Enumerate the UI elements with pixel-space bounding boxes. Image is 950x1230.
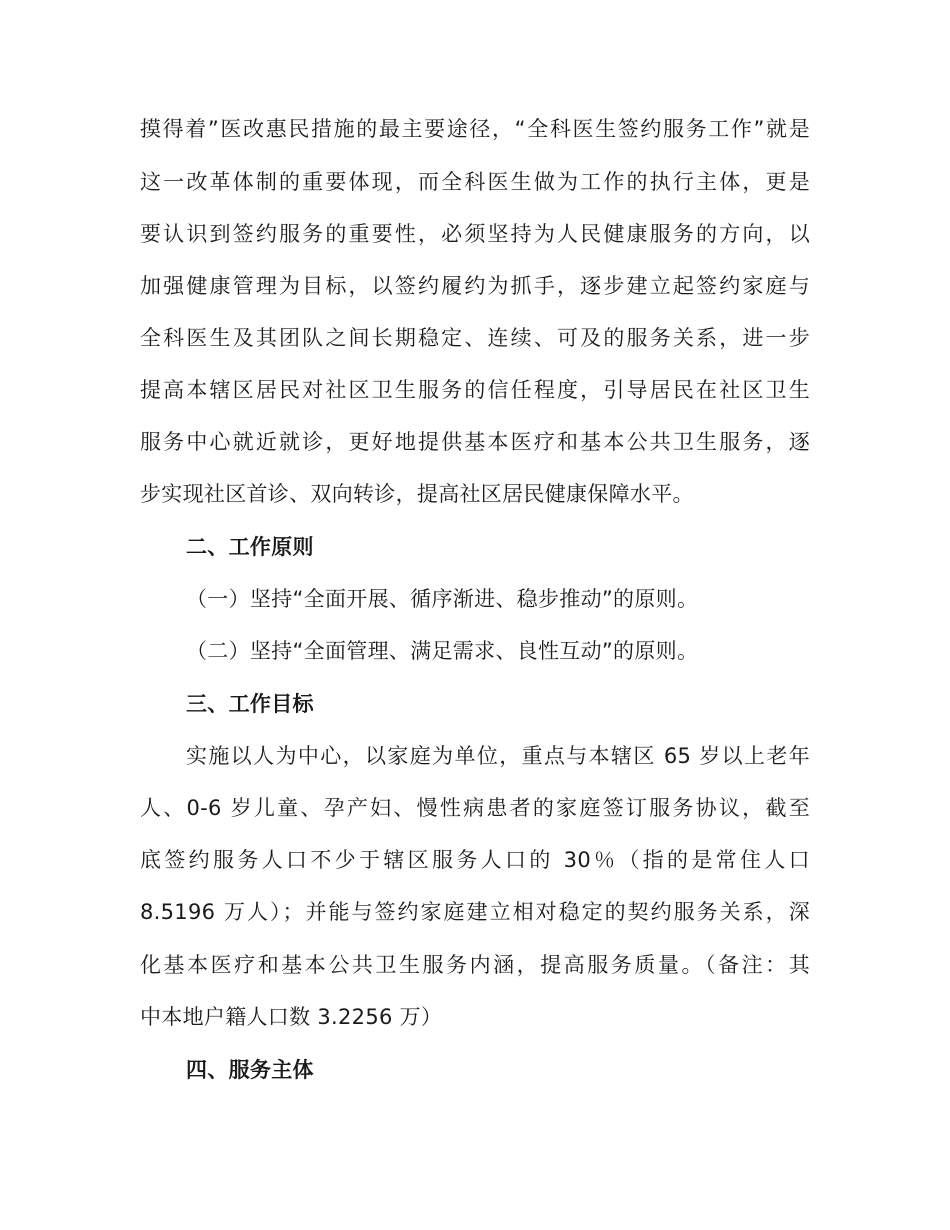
section-heading: 三、工作目标 <box>186 692 314 716</box>
section-heading: 四、服务主体 <box>186 1058 314 1082</box>
paragraph-line: 实施以人为中心，以家庭为单位，重点与本辖区 65 岁以上老年 <box>186 744 810 768</box>
paragraph-line: 服务中心就近就诊，更好地提供基本医疗和基本公共卫生服务，逐 <box>140 430 810 454</box>
section-heading: 二、工作原则 <box>186 535 314 559</box>
paragraph-line: 人、0-6 岁儿童、孕产妇、慢性病患者的家庭签订服务协议，截至 <box>140 796 810 820</box>
paragraph-line: 摸得着”医改惠民措施的最主要途径，“全科医生签约服务工作”就是 <box>140 117 810 141</box>
paragraph-line: 全科医生及其团队之间长期稳定、连续、可及的服务关系，进一步 <box>140 326 810 350</box>
paragraph-line: 要认识到签约服务的重要性，必须坚持为人民健康服务的方向，以 <box>140 222 810 246</box>
paragraph-line: 底签约服务人口不少于辖区服务人口的 30％（指的是常住人口 <box>140 848 810 872</box>
paragraph-line: 步实现社区首诊、双向转诊，提高社区居民健康保障水平。 <box>140 482 694 506</box>
paragraph-line: 中本地户籍人口数 3.2256 万） <box>140 1005 443 1029</box>
paragraph-line: 加强健康管理为目标，以签约履约为抓手，逐步建立起签约家庭与 <box>140 274 810 298</box>
principle-item: （二）坚持“全面管理、满足需求、良性互动”的原则。 <box>186 639 699 663</box>
paragraph-line: 化基本医疗和基本公共卫生服务内涵，提高服务质量。（备注：其 <box>140 953 810 977</box>
principle-item: （一）坚持“全面开展、循序渐进、稳步推动”的原则。 <box>186 587 699 611</box>
paragraph-line: 提高本辖区居民对社区卫生服务的信任程度，引导居民在社区卫生 <box>140 378 810 402</box>
paragraph-line: 8.5196 万人）；并能与签约家庭建立相对稳定的契约服务关系，深 <box>140 900 810 924</box>
paragraph-line: 这一改革体制的重要体现，而全科医生做为工作的执行主体，更是 <box>140 170 810 194</box>
